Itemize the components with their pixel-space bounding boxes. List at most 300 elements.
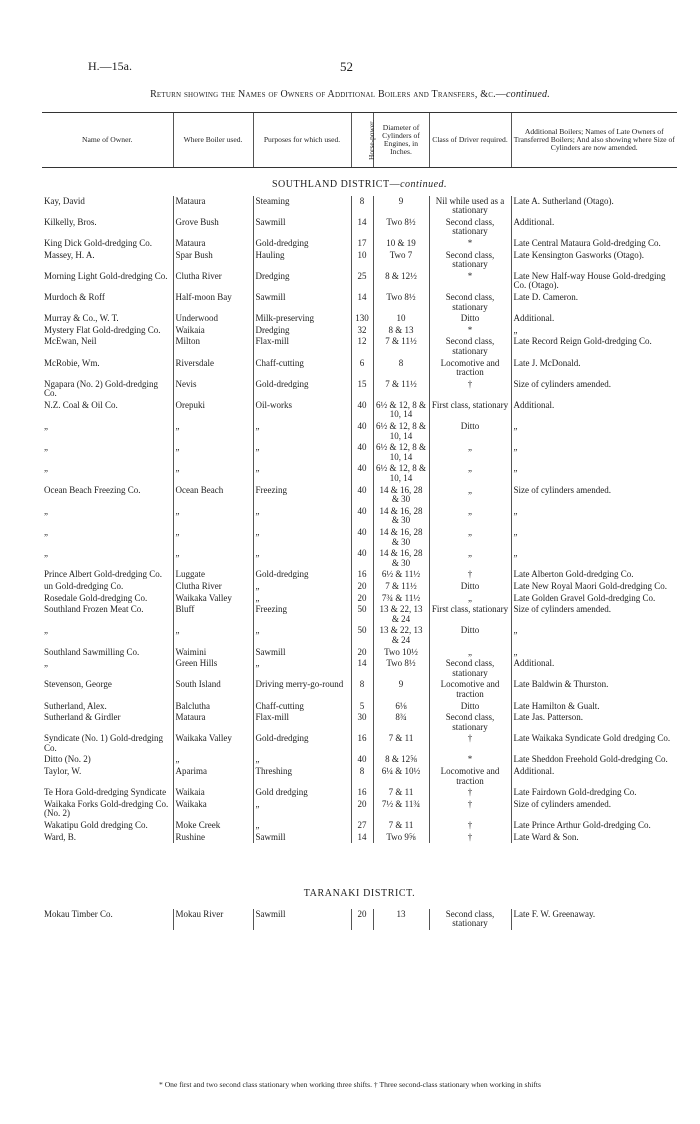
- notes-cell: Late A. Sutherland (Otago).: [511, 196, 677, 217]
- purpose-cell: Sawmill: [253, 909, 351, 930]
- diameter-cell: 14 & 16, 28 & 30: [373, 548, 429, 569]
- purpose-cell: „: [253, 421, 351, 442]
- owner-cell: Ditto (No. 2): [44, 754, 91, 765]
- notes-cell: Late Waikaka Syndicate Gold dredging Co.: [511, 733, 677, 754]
- horse-power-cell: 10: [351, 250, 373, 271]
- purpose-cell: Sawmill: [253, 832, 351, 844]
- diameter-cell: Two 8½: [373, 658, 429, 679]
- diameter-cell: 7 & 11: [373, 733, 429, 754]
- driver-class-cell: Ditto: [429, 421, 511, 442]
- horse-power-cell: 5: [351, 701, 373, 713]
- driver-class-cell: „: [429, 647, 511, 659]
- southland-heading: [42, 168, 677, 196]
- where-cell: Riversdale: [173, 358, 253, 379]
- col-horse-power: [351, 113, 376, 168]
- owner-cell: Murdoch & Roff: [44, 291, 105, 302]
- horse-power-cell: 14: [351, 658, 373, 679]
- notes-cell: „: [511, 325, 677, 337]
- table-row: [42, 712, 677, 733]
- purpose-cell: Hauling: [253, 250, 351, 271]
- purpose-cell: Sawmill: [253, 647, 351, 659]
- diameter-cell: 14 & 16, 28 & 30: [373, 506, 429, 527]
- horse-power-cell: 8: [351, 679, 373, 700]
- owner-cell: Taylor, W.: [44, 766, 82, 777]
- owner-cell: „: [44, 421, 48, 432]
- notes-cell: Late Alberton Gold-dredging Co.: [511, 569, 677, 581]
- notes-cell: Late New Half-way House Gold-dredging Co. (Otago).: [511, 271, 677, 292]
- owner-cell: Southland Sawmilling Co.: [44, 646, 140, 657]
- table-row: [42, 442, 677, 463]
- col-where: Where Boiler used.: [173, 113, 253, 168]
- horse-power-cell: 14: [351, 292, 373, 313]
- purpose-cell: Flax-mill: [253, 336, 351, 357]
- table-row: [42, 766, 677, 787]
- southland-heading-suffix: continued.: [400, 179, 448, 190]
- section-gap: [42, 843, 677, 875]
- table-row: [42, 463, 677, 484]
- table-row: [42, 336, 677, 357]
- where-cell: „: [173, 548, 253, 569]
- owner-cell: McEwan, Neil: [44, 336, 97, 347]
- table-row: [42, 799, 677, 820]
- purpose-cell: „: [253, 442, 351, 463]
- purpose-cell: Flax-mill: [253, 712, 351, 733]
- driver-class-cell: Second class, stationary: [429, 292, 511, 313]
- owner-cell: McRobie, Wm.: [44, 357, 100, 368]
- driver-class-cell: Second class, stationary: [429, 712, 511, 733]
- owner-cell: un Gold-dredging Co.: [44, 580, 124, 591]
- notes-cell: Late Central Mataura Gold-dredging Co.: [511, 238, 677, 250]
- col-driver-class: Class of Driver required.: [429, 113, 511, 168]
- diameter-cell: Two 10½: [373, 647, 429, 659]
- owner-cell: Massey, H. A.: [44, 249, 95, 260]
- notes-cell: Size of cylinders amended.: [511, 379, 677, 400]
- purpose-cell: Gold-dredging: [253, 569, 351, 581]
- table-row: [42, 604, 677, 625]
- purpose-cell: Gold-dredging: [253, 733, 351, 754]
- where-cell: Luggate: [173, 569, 253, 581]
- table-row: [42, 569, 677, 581]
- diameter-cell: 9: [373, 679, 429, 700]
- where-cell: Milton: [173, 336, 253, 357]
- table-row: [42, 581, 677, 593]
- col-purpose: Purposes for which used.: [253, 113, 351, 168]
- where-cell: South Island: [173, 679, 253, 700]
- diameter-cell: 14 & 16, 28 & 30: [373, 527, 429, 548]
- diameter-cell: 13 & 22, 13 & 24: [373, 625, 429, 646]
- driver-class-cell: †: [429, 569, 511, 581]
- driver-class-cell: Ditto: [429, 581, 511, 593]
- table-row: [42, 679, 677, 700]
- horse-power-cell: 40: [351, 442, 373, 463]
- driver-class-cell: „: [429, 527, 511, 548]
- where-cell: Orepuki: [173, 400, 253, 421]
- notes-cell: „: [511, 442, 677, 463]
- purpose-cell: Chaff-cutting: [253, 701, 351, 713]
- horse-power-cell: 20: [351, 593, 373, 605]
- notes-cell: Size of cylinders amended.: [511, 604, 677, 625]
- table-row: [42, 325, 677, 337]
- diameter-cell: 7¾ & 11½: [373, 593, 429, 605]
- table-row: [42, 820, 677, 832]
- table-row: [42, 733, 677, 754]
- notes-cell: „: [511, 647, 677, 659]
- driver-class-cell: „: [429, 593, 511, 605]
- purpose-cell: Steaming: [253, 196, 351, 217]
- where-cell: Ocean Beach: [173, 485, 253, 506]
- diameter-cell: 8 & 12⅝: [373, 754, 429, 766]
- driver-class-cell: Ditto: [429, 701, 511, 713]
- diameter-cell: 6½ & 12, 8 & 10, 14: [373, 400, 429, 421]
- diameter-cell: 6¼ & 10½: [373, 766, 429, 787]
- notes-cell: „: [511, 625, 677, 646]
- purpose-cell: Threshing: [253, 766, 351, 787]
- where-cell: Waimini: [173, 647, 253, 659]
- where-cell: Green Hills: [173, 658, 253, 679]
- notes-cell: Late Kensington Gasworks (Otago).: [511, 250, 677, 271]
- where-cell: Mokau River: [173, 909, 253, 930]
- owner-cell: Syndicate (No. 1) Gold-dredging Co.: [44, 733, 163, 753]
- driver-class-cell: Second class, stationary: [429, 250, 511, 271]
- purpose-cell: „: [253, 658, 351, 679]
- purpose-cell: Milk-preserving: [253, 313, 351, 325]
- where-cell: Rushine: [173, 832, 253, 844]
- table-row: [42, 250, 677, 271]
- page-number: 52: [340, 59, 353, 74]
- notes-cell: Late Baldwin & Thurston.: [511, 679, 677, 700]
- diameter-cell: 6½ & 12, 8 & 10, 14: [373, 463, 429, 484]
- where-cell: Bluff: [173, 604, 253, 625]
- driver-class-cell: „: [429, 548, 511, 569]
- driver-class-cell: †: [429, 820, 511, 832]
- table-row: [42, 485, 677, 506]
- where-cell: Waikaia: [173, 787, 253, 799]
- purpose-cell: Freezing: [253, 485, 351, 506]
- owner-cell: „: [44, 658, 48, 669]
- notes-cell: „: [511, 548, 677, 569]
- owner-cell: N.Z. Coal & Oil Co.: [44, 399, 118, 410]
- col-horse-power-label: Horse-power.: [366, 119, 376, 161]
- horse-power-cell: 15: [351, 379, 373, 400]
- horse-power-cell: 40: [351, 400, 373, 421]
- where-cell: Clutha River: [173, 271, 253, 292]
- diameter-cell: 6½ & 12, 8 & 10, 14: [373, 421, 429, 442]
- owner-cell: Rosedale Gold-dredging Co.: [44, 592, 148, 603]
- driver-class-cell: †: [429, 787, 511, 799]
- notes-cell: Additional.: [511, 766, 677, 787]
- owner-cell: „: [44, 527, 48, 537]
- where-cell: Moke Creek: [173, 820, 253, 832]
- owner-cell: „: [44, 463, 48, 474]
- horse-power-cell: 16: [351, 787, 373, 799]
- notes-cell: Additional.: [511, 313, 677, 325]
- horse-power-cell: 14: [351, 217, 373, 238]
- table-row: [42, 625, 677, 646]
- page-identifier: H.—15a.: [88, 59, 132, 73]
- owner-cell: „: [44, 505, 48, 516]
- notes-cell: Late Record Reign Gold-dredging Co.: [511, 336, 677, 357]
- purpose-cell: Chaff-cutting: [253, 358, 351, 379]
- driver-class-cell: „: [429, 506, 511, 527]
- table-row: [42, 400, 677, 421]
- horse-power-cell: 27: [351, 820, 373, 832]
- table-row: [42, 421, 677, 442]
- purpose-cell: „: [253, 506, 351, 527]
- diameter-cell: 8 & 13: [373, 325, 429, 337]
- horse-power-cell: 12: [351, 336, 373, 357]
- owner-cell: Kay, David: [44, 195, 85, 206]
- table-row: [42, 506, 677, 527]
- table-row: [42, 593, 677, 605]
- table-row: [42, 196, 677, 217]
- purpose-cell: Sawmill: [253, 217, 351, 238]
- where-cell: Spar Bush: [173, 250, 253, 271]
- notes-cell: „: [511, 463, 677, 484]
- where-cell: „: [173, 421, 253, 442]
- driver-class-cell: „: [429, 463, 511, 484]
- notes-cell: Late Ward & Son.: [511, 832, 677, 844]
- driver-class-cell: *: [429, 325, 511, 337]
- purpose-cell: Dredging: [253, 271, 351, 292]
- table-row: [42, 527, 677, 548]
- purpose-cell: Freezing: [253, 604, 351, 625]
- driver-class-cell: Second class, stationary: [429, 658, 511, 679]
- purpose-cell: Gold-dredging: [253, 379, 351, 400]
- purpose-cell: „: [253, 754, 351, 766]
- purpose-cell: „: [253, 799, 351, 820]
- diameter-cell: 6½ & 12, 8 & 10, 14: [373, 442, 429, 463]
- footnote: * One first and two second class stationary when working three shifts. † Three second-class stationary when working in shifts: [159, 1080, 541, 1089]
- notes-cell: „: [511, 527, 677, 548]
- driver-class-cell: *: [429, 238, 511, 250]
- driver-class-cell: „: [429, 485, 511, 506]
- driver-class-cell: First class, stationary: [429, 604, 511, 625]
- table-row: [42, 787, 677, 799]
- owner-cell: Waikaka Forks Gold-dredging Co. (No. 2): [44, 798, 169, 819]
- driver-class-cell: *: [429, 754, 511, 766]
- owner-cell: Southland Frozen Meat Co.: [44, 604, 144, 615]
- where-cell: Waikaka Valley: [173, 733, 253, 754]
- horse-power-cell: 25: [351, 271, 373, 292]
- diameter-cell: 6⅛: [373, 701, 429, 713]
- boilers-table: [42, 112, 677, 930]
- table-row: [42, 754, 677, 766]
- driver-class-cell: †: [429, 799, 511, 820]
- notes-cell: „: [511, 421, 677, 442]
- owner-cell: King Dick Gold-dredging Co.: [44, 237, 152, 248]
- diameter-cell: Two 8½: [373, 292, 429, 313]
- notes-cell: Late Hamilton & Gualt.: [511, 701, 677, 713]
- diameter-cell: 8¾: [373, 712, 429, 733]
- diameter-cell: Two 9⅝: [373, 832, 429, 844]
- col-notes: Additional Boilers; Names of Late Owners of Transferred Boilers; And also showing where Size of Cylinders are now amended.: [511, 113, 677, 168]
- horse-power-cell: 30: [351, 712, 373, 733]
- southland-section: [42, 168, 677, 844]
- purpose-cell: Driving merry-go-round: [253, 679, 351, 700]
- where-cell: „: [173, 625, 253, 646]
- notes-cell: Late Prince Arthur Gold-dredging Co.: [511, 820, 677, 832]
- where-cell: Mataura: [173, 712, 253, 733]
- notes-cell: Late Fairdown Gold-dredging Co.: [511, 787, 677, 799]
- horse-power-cell: 20: [351, 581, 373, 593]
- owner-cell: Ocean Beach Freezing Co.: [44, 484, 141, 495]
- col-owner: Name of Owner.: [42, 113, 173, 168]
- horse-power-cell: 16: [351, 569, 373, 581]
- owner-cell: Sutherland & Girdler: [44, 712, 121, 723]
- horse-power-cell: 8: [351, 766, 373, 787]
- owner-cell: Mystery Flat Gold-dredging Co.: [44, 324, 161, 335]
- diameter-cell: 13: [373, 909, 429, 930]
- horse-power-cell: 6: [351, 358, 373, 379]
- notes-cell: Additional.: [511, 217, 677, 238]
- driver-class-cell: †: [429, 733, 511, 754]
- purpose-cell: „: [253, 625, 351, 646]
- owner-cell: „: [44, 442, 48, 453]
- table-row: [42, 379, 677, 400]
- horse-power-cell: 20: [351, 909, 373, 930]
- purpose-cell: „: [253, 463, 351, 484]
- table-row: [42, 658, 677, 679]
- where-cell: „: [173, 463, 253, 484]
- purpose-cell: Gold dredging: [253, 787, 351, 799]
- driver-class-cell: Second class, stationary: [429, 217, 511, 238]
- diameter-cell: 7 & 11: [373, 820, 429, 832]
- taranaki-heading: TARANAKI DISTRICT.: [303, 888, 416, 900]
- diameter-cell: 6½ & 11½: [373, 569, 429, 581]
- diameter-cell: 8: [373, 358, 429, 379]
- table-row: [42, 238, 677, 250]
- diameter-cell: 7 & 11½: [373, 379, 429, 400]
- driver-class-cell: Ditto: [429, 313, 511, 325]
- owner-cell: Kilkelly, Bros.: [44, 216, 97, 227]
- diameter-cell: 10 & 19: [373, 238, 429, 250]
- where-cell: „: [173, 442, 253, 463]
- notes-cell: Late F. W. Greenaway.: [511, 909, 677, 930]
- table-row: [42, 832, 677, 844]
- diameter-cell: Two 8½: [373, 217, 429, 238]
- diameter-cell: 8 & 12½: [373, 271, 429, 292]
- owner-cell: Mokau Timber Co.: [44, 908, 113, 919]
- where-cell: „: [173, 527, 253, 548]
- owner-cell: Murray & Co., W. T.: [44, 313, 119, 324]
- horse-power-cell: 16: [351, 733, 373, 754]
- purpose-cell: „: [253, 527, 351, 548]
- horse-power-cell: 8: [351, 196, 373, 217]
- driver-class-cell: †: [429, 379, 511, 400]
- taranaki-section: [42, 843, 677, 930]
- notes-cell: Late D. Cameron.: [511, 292, 677, 313]
- notes-cell: Size of cylinders amended.: [511, 485, 677, 506]
- where-cell: Mataura: [173, 238, 253, 250]
- notes-cell: Late Jas. Patterson.: [511, 712, 677, 733]
- return-title-suffix: continued.: [505, 89, 550, 100]
- notes-cell: Size of cylinders amended.: [511, 799, 677, 820]
- owner-cell: Morning Light Gold-dredging Co.: [44, 270, 168, 281]
- table-row: [42, 292, 677, 313]
- diameter-cell: 7½ & 11¾: [373, 799, 429, 820]
- where-cell: „: [173, 506, 253, 527]
- notes-cell: Late New Royal Maori Gold-dredging Co.: [511, 581, 677, 593]
- diameter-cell: 7 & 11½: [373, 336, 429, 357]
- horse-power-cell: 20: [351, 647, 373, 659]
- table-row: [42, 313, 677, 325]
- notes-cell: Late J. McDonald.: [511, 358, 677, 379]
- horse-power-cell: 40: [351, 421, 373, 442]
- diameter-cell: 9: [373, 196, 429, 217]
- driver-class-cell: Locomotive and traction: [429, 358, 511, 379]
- col-diameter: Diameter of Cylinders of Engines, in Inches.: [373, 113, 429, 168]
- owner-cell: Wakatipu Gold dredging Co.: [44, 820, 148, 831]
- where-cell: Aparima: [173, 766, 253, 787]
- horse-power-cell: 20: [351, 799, 373, 820]
- driver-class-cell: „: [429, 442, 511, 463]
- horse-power-cell: 40: [351, 485, 373, 506]
- driver-class-cell: Locomotive and traction: [429, 766, 511, 787]
- owner-cell: Ward, B.: [44, 831, 77, 842]
- where-cell: Underwood: [173, 313, 253, 325]
- notes-cell: Additional.: [511, 658, 677, 679]
- horse-power-cell: 32: [351, 325, 373, 337]
- section-heading-row: [42, 168, 677, 196]
- table-row: [42, 271, 677, 292]
- where-cell: Balclutha: [173, 701, 253, 713]
- southland-heading-main: SOUTHLAND DISTRICT—: [271, 179, 401, 190]
- purpose-cell: „: [253, 820, 351, 832]
- notes-cell: Additional.: [511, 400, 677, 421]
- diameter-cell: 7 & 11: [373, 787, 429, 799]
- where-cell: Waikaka: [173, 799, 253, 820]
- driver-class-cell: Second class, stationary: [429, 909, 511, 930]
- driver-class-cell: Second class, stationary: [429, 336, 511, 357]
- driver-class-cell: Nil while used as a stationary: [429, 196, 511, 217]
- horse-power-cell: 14: [351, 832, 373, 844]
- purpose-cell: „: [253, 548, 351, 569]
- driver-class-cell: Ditto: [429, 625, 511, 646]
- return-title: [0, 89, 700, 100]
- table-header-row: [42, 113, 677, 168]
- purpose-cell: Dredging: [253, 325, 351, 337]
- diameter-cell: 14 & 16, 28 & 30: [373, 485, 429, 506]
- owner-cell: Te Hora Gold-dredging Syndicate: [44, 787, 167, 798]
- owner-cell: Prince Albert Gold-dredging Co.: [44, 569, 162, 580]
- diameter-cell: 7 & 11½: [373, 581, 429, 593]
- where-cell: Nevis: [173, 379, 253, 400]
- horse-power-cell: 40: [351, 548, 373, 569]
- owner-cell: Stevenson, George: [44, 679, 112, 690]
- purpose-cell: Gold-dredging: [253, 238, 351, 250]
- horse-power-cell: 40: [351, 506, 373, 527]
- table-row: [42, 217, 677, 238]
- driver-class-cell: Locomotive and traction: [429, 679, 511, 700]
- table-row: [42, 909, 677, 930]
- owner-cell: „: [44, 548, 48, 559]
- section-gap-cell: [42, 843, 677, 875]
- horse-power-cell: 50: [351, 604, 373, 625]
- where-cell: Grove Bush: [173, 217, 253, 238]
- where-cell: Half-moon Bay: [173, 292, 253, 313]
- driver-class-cell: *: [429, 271, 511, 292]
- owner-cell: Sutherland, Alex.: [44, 700, 107, 711]
- notes-cell: Late Sheddon Freehold Gold-dredging Co.: [511, 754, 677, 766]
- where-cell: Mataura: [173, 196, 253, 217]
- horse-power-cell: 40: [351, 754, 373, 766]
- diameter-cell: Two 7: [373, 250, 429, 271]
- where-cell: Waikaia: [173, 325, 253, 337]
- purpose-cell: Sawmill: [253, 292, 351, 313]
- diameter-cell: 10: [373, 313, 429, 325]
- purpose-cell: Oil-works: [253, 400, 351, 421]
- where-cell: Waikaka Valley: [173, 593, 253, 605]
